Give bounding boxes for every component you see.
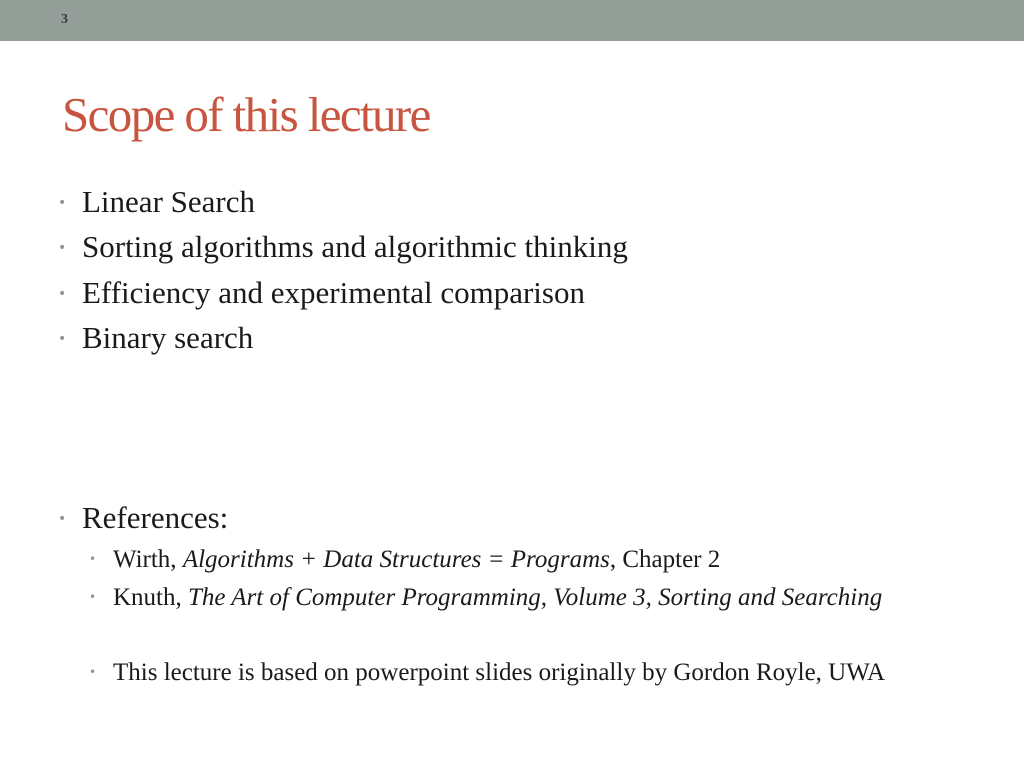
- slide-number: 3: [61, 12, 68, 27]
- reference-title: The Art of Computer Programming, Volume 3, Sorting and Searching: [188, 584, 883, 611]
- reference-item-wirth: [89, 544, 720, 575]
- reference-author: Knuth,: [113, 584, 188, 611]
- bullet-item: [58, 184, 255, 221]
- references-heading-text: References:: [82, 500, 229, 535]
- attribution-note: [89, 657, 885, 688]
- slide-title: Scope of this lecture: [62, 87, 430, 142]
- bullet-dot-icon: •: [58, 286, 67, 302]
- bullet-item: [58, 229, 628, 266]
- sub-bullet-dot-icon: •: [89, 552, 97, 566]
- reference-author: Wirth,: [113, 546, 183, 573]
- attribution-text: This lecture is based on powerpoint slides originally by Gordon Royle, UWA: [113, 659, 886, 686]
- bullet-dot-icon: •: [58, 195, 67, 211]
- bullet-dot-icon: •: [58, 240, 67, 256]
- sub-bullet-dot-icon: •: [89, 590, 97, 604]
- sub-bullet-dot-icon: •: [89, 665, 97, 679]
- bullet-text: Efficiency and experimental comparison: [82, 275, 585, 310]
- bullet-item: [58, 320, 253, 357]
- bullet-text: Binary search: [82, 320, 254, 355]
- bullet-text: Sorting algorithms and algorithmic thinking: [82, 229, 628, 264]
- bullet-text: Linear Search: [82, 184, 255, 219]
- reference-suffix: , Chapter 2: [609, 546, 721, 573]
- references-heading: [58, 500, 228, 537]
- bullet-dot-icon: •: [58, 331, 67, 347]
- bullet-dot-icon: •: [58, 511, 67, 527]
- reference-item-knuth: [89, 582, 882, 613]
- bullet-item: [58, 275, 585, 312]
- reference-title: Algorithms + Data Structures = Programs: [182, 546, 610, 573]
